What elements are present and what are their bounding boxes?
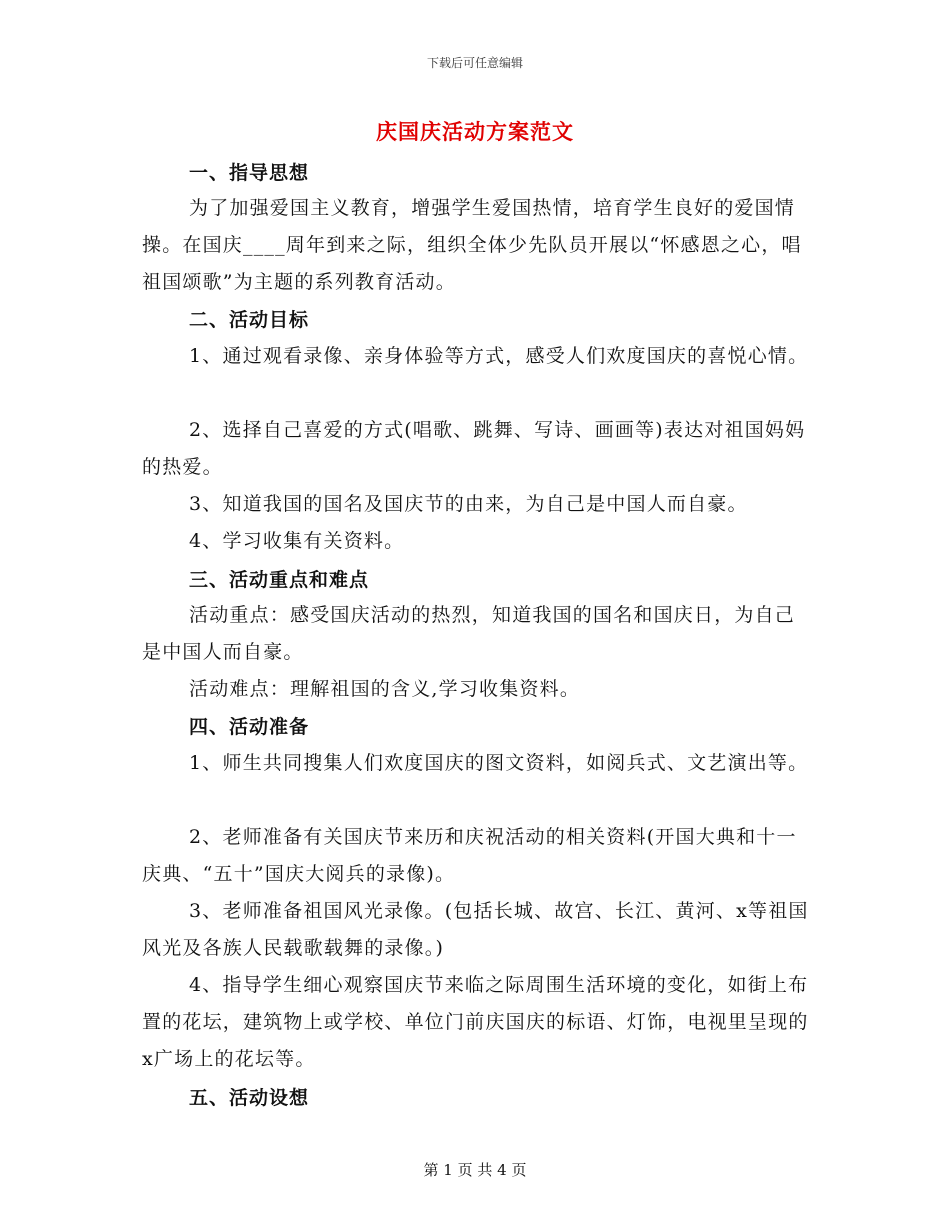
section-heading-1: 一、指导思想 <box>189 162 310 184</box>
section-heading-5: 五、活动设想 <box>189 1087 310 1109</box>
section-4-item-3: 3、老师准备祖国风光录像。(包括长城、故宫、长江、黄河、x等祖国风光及各族人民载歌载舞的录像。) <box>142 900 809 959</box>
section-heading-3: 三、活动重点和难点 <box>189 569 370 591</box>
section-3-difficulty: 活动难点：理解祖国的含义,学习收集资料。 <box>189 678 581 700</box>
section-1-paragraph: 为了加强爱国主义教育，增强学生爱国热情，培育学生良好的爱国情操。在国庆____周年到来之际，组织全体少先队员开展以“怀感恩之心，唱祖国颂歌”为主题的系列教育活动。 <box>142 197 802 293</box>
section-heading-4: 四、活动准备 <box>189 716 310 738</box>
section-heading-2: 二、活动目标 <box>189 309 310 331</box>
section-4-item-4: 4、指导学生细心观察国庆节来临之际周围生活环境的变化，如街上布置的花坛，建筑物上或学校、单位门前庆国庆的标语、灯饰，电视里呈现的x广场上的花坛等。 <box>142 974 809 1070</box>
section-3-key-point: 活动重点：感受国庆活动的热烈，知道我国的国名和国庆日，为自己是中国人而自豪。 <box>142 604 796 663</box>
document-title: 庆国庆活动方案范文 <box>376 120 574 144</box>
section-2-item-1: 1、通过观看录像、亲身体验等方式，感受人们欢度国庆的喜悦心情。 <box>189 345 809 367</box>
section-2-item-4: 4、学习收集有关资料。 <box>189 530 405 552</box>
section-4-item-2: 2、老师准备有关国庆节来历和庆祝活动的相关资料(开国大典和十一庆典、“五十”国庆大阅兵的录像)。 <box>142 826 797 885</box>
section-2-item-3: 3、知道我国的国名及国庆节的由来，为自己是中国人而自豪。 <box>189 493 748 515</box>
section-2-item-2: 2、选择自己喜爱的方式(唱歌、跳舞、写诗、画画等)表达对祖国妈妈的热爱。 <box>142 419 806 478</box>
section-4-item-1: 1、师生共同搜集人们欢度国庆的图文资料，如阅兵式、文艺演出等。 <box>189 752 809 774</box>
header-note: 下载后可任意编辑 <box>426 56 523 70</box>
page-footer: 第 1 页 共 4 页 <box>423 1161 527 1179</box>
